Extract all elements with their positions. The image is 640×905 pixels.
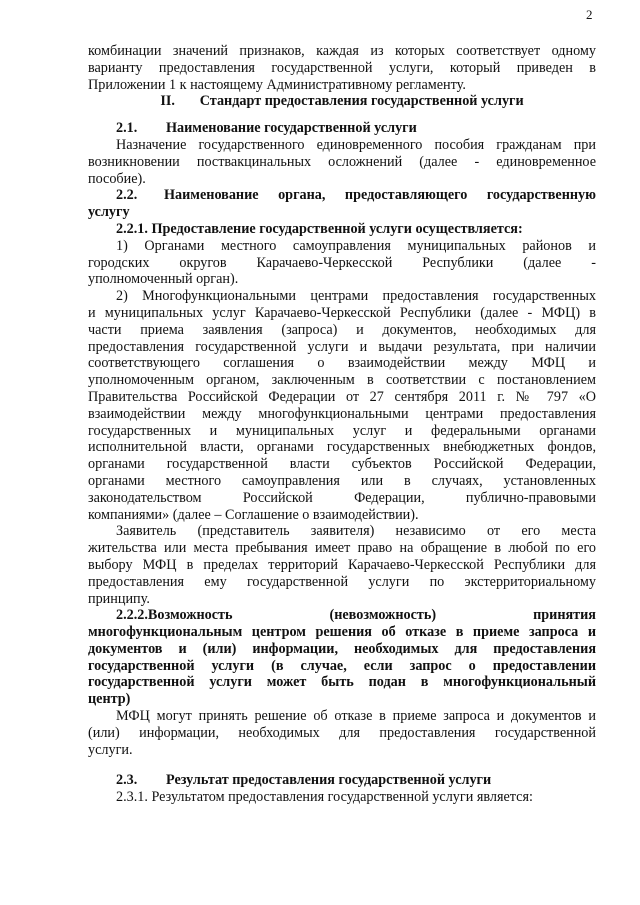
text-line: возникновении поствакцинальных осложнений (далее - единовременное <box>88 153 596 170</box>
heading-title: Наименование государственной услуги <box>166 120 417 137</box>
text-line: жительства или места пребывания имеет право на обращение в любой по его <box>88 540 596 557</box>
heading-2-1 <box>88 120 596 137</box>
text-line: варианту предоставления государственной услуги, который приведен в <box>88 59 596 76</box>
text-line: предоставления ему государственной услуги по экстерриториальному <box>88 573 596 590</box>
text-line: органами местного самоуправления или в случаях, установленных <box>88 472 596 489</box>
heading-title-cont: услугу <box>88 204 130 221</box>
text-line: и муниципальных услуг Карачаево-Черкесской Республики (далее - МФЦ) в <box>88 304 596 321</box>
text-line: уполномоченным органом, заключенным в соответствии с постановлением <box>88 372 596 389</box>
heading-2-2-2: 2.2.2.Возможность (невозможность) принятия <box>116 607 596 624</box>
text-line: уполномоченный орган). <box>88 271 239 288</box>
text-line: взаимодействии между многофункциональными центрами предоставления <box>88 405 596 422</box>
text-line: органами государственной власти субъектов Российской Федерации, <box>88 456 596 473</box>
text-line: исполнительной власти, органами государственных внебюджетных фондов, <box>88 439 596 456</box>
text-line: МФЦ могут принять решение об отказе в приеме запроса и документов и <box>116 708 596 725</box>
heading-number: 2.1. <box>116 120 138 137</box>
text-line: соответствующего соглашения о взаимодействии между МФЦ и <box>88 355 596 372</box>
text-line: предоставления государственной услуги и выдачи результата, при наличии <box>88 338 596 355</box>
text-line: (или) информации, необходимых для предоставления государственной <box>88 724 596 741</box>
page-number: 2 <box>586 7 593 22</box>
document-body <box>88 43 596 806</box>
heading-line: государственной услуги (в случае, если запрос о предоставлении <box>88 657 596 674</box>
text-line: городских округов Карачаево-Черкесской Республики (далее - <box>88 254 596 271</box>
text-line: принципу. <box>88 590 150 607</box>
heading-number: 2.2. <box>116 187 138 204</box>
heading-title: Наименование органа, предоставляющего государственную <box>164 187 596 204</box>
heading-number: 2.3. <box>116 772 138 789</box>
text-line: законодательством Российской Федерации, публично-правовыми <box>88 489 596 506</box>
heading-line: документов и (или) информации, необходимых для предоставления <box>88 640 596 657</box>
text-line: 2) Многофункциональными центрами предоставления государственных <box>116 288 596 305</box>
heading-2-3 <box>88 772 596 789</box>
text-line: Заявитель (представитель заявителя) независимо от его места <box>116 523 596 540</box>
heading-2-2 <box>88 187 596 204</box>
heading-line: центр) <box>88 691 131 708</box>
heading-title: Результат предоставления государственной услуги <box>166 772 492 789</box>
heading-2-2-1: 2.2.1. Предоставление государственной услуги осуществляется: <box>116 220 523 237</box>
heading-line: государственной услуги может быть подан в многофункциональный <box>88 674 596 691</box>
heading-line: многофункциональным центром решения об отказе в приеме запроса и <box>88 624 596 641</box>
text-line: части приема заявления (запроса) и документов, необходимых для <box>88 321 596 338</box>
text-line: 1) Органами местного самоуправления муниципальных районов и <box>116 237 596 254</box>
section-title: II. Стандарт предоставления государственной услуги <box>160 93 524 110</box>
text-line: Правительства Российской Федерации от 27 сентября 2011 г. № 797 «О <box>88 388 596 405</box>
text-line: Приложении 1 к настоящему Административному регламенту. <box>88 76 466 93</box>
text-line: пособие). <box>88 170 146 187</box>
text-line: 2.3.1. Результатом предоставления государственной услуги является: <box>116 789 533 806</box>
text-line: выбору МФЦ в пределах территорий Карачаево-Черкесской Республики для <box>88 556 596 573</box>
text-line: комбинации значений признаков, каждая из которых соответствует одному <box>88 43 596 59</box>
text-line: государственных и муниципальных услуг и федеральными органами <box>88 422 596 439</box>
text-line: услуги. <box>88 741 133 758</box>
text-line: Назначение государственного единовременного пособия гражданам при <box>116 136 596 153</box>
text-line: компаниями» (далее – Соглашение о взаимодействии). <box>88 506 419 523</box>
